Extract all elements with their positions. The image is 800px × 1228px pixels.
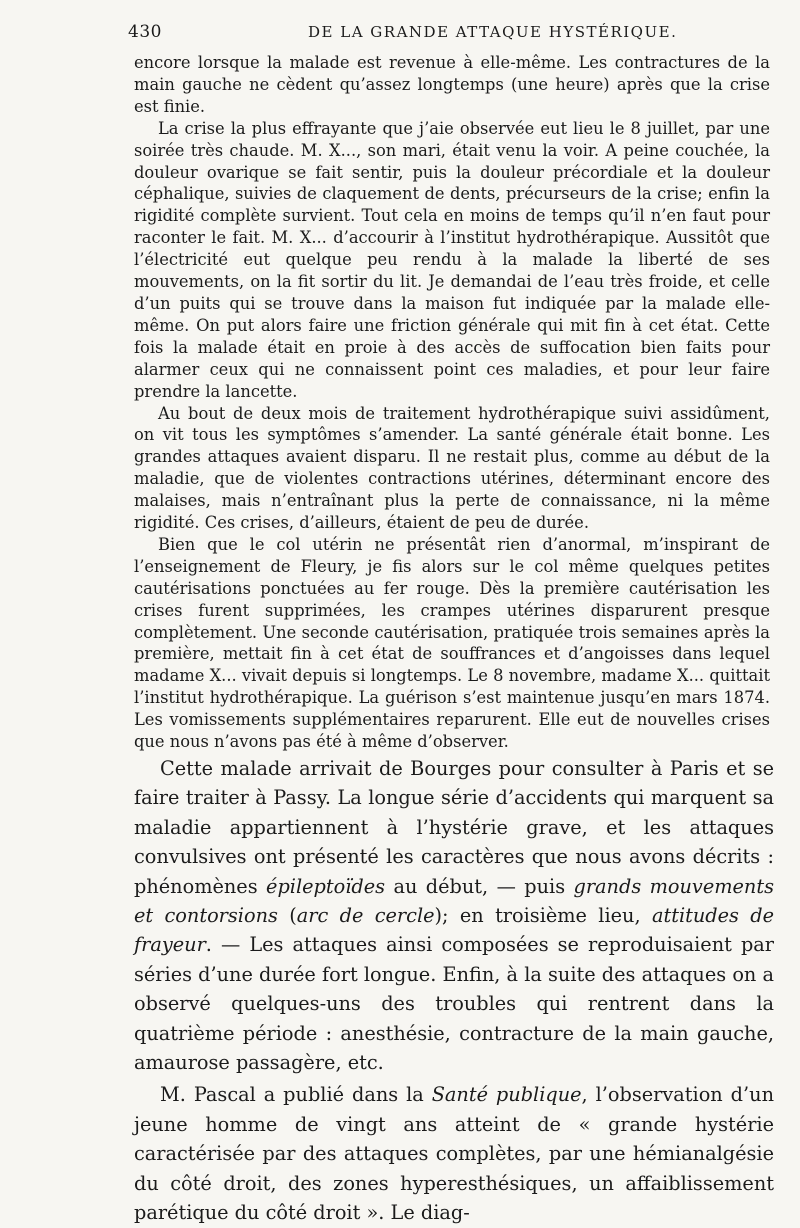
italic-run: épileptoïdes [266, 874, 386, 898]
text-run: au début, — puis [385, 874, 574, 898]
paragraph: La crise la plus effrayante que j’aie observée eut lieu le 8 juillet, par une soirée très chaude. M. X..., son mari, était venu la voir. A peine couchée, la douleur ovarique se fait sentir, puis la douleur précordiale et la douleur céphalique, suivies de claquement de dents, précurseurs de la crise; enfin la rigidité complète survient. Tout cela en moins de temps qu’il n’en faut pour raconter le fait. M. X... d’accourir à l’institut hydrothérapique. Aussitôt que l’électricité eut quelque peu rendu à la malade la liberté de ses mouvements, on la fit sortir du lit. Je demandai de l’eau très froide, et celle d’un puits qui se trouve dans la maison fut indiquée par la malade elle-même. On put alors faire une friction générale qui mit fin à cet état. Cette fois la malade était en proie à des accès de suffocation bien faits pour alarmer ceux qui ne connaissent point ces maladies, et pour leur faire prendre la lancette. [134, 118, 770, 401]
paragraph: Bien que le col utérin ne présentât rien d’anormal, m’inspirant de l’enseignement de Fleury, je fis alors sur le col même quelques petites cautérisations ponctuées au fer rouge. Dès la première cautérisation les crises furent supprimées, les crampes utérines disparurent presque complètement. Une seconde cautérisation, pratiquée trois semaines après la première, mettait fin à cet état de souffrances et d’angoisses dans lequel madame X... vivait depuis si longtemps. Le 8 novembre, madame X... quittait l’institut hydrothérapique. La guérison s’est maintenue jusqu’en mars 1874. Les vomissements supplémentaires reparurent. Elle eut de nouvelles crises que nous n’avons pas été à même d’observer. [134, 534, 770, 752]
text-run: , l’observation d’un jeune homme de vingt ans atteint de « grande hystérie caractérisée par des attaques complètes, par une hémianalgésie du côté droit, des zones hyperesthésiques, un affaiblissement parétique du côté droit ». Le diag- [134, 1083, 774, 1225]
main-text [134, 754, 774, 1228]
paragraph [134, 1080, 774, 1227]
paragraph: encore lorsque la malade est revenue à elle-même. Les contractures de la main gauche ne cèdent qu’assez longtemps (une heure) après que la crise est finie. [134, 53, 770, 116]
observation-text [134, 52, 770, 753]
paragraph: Au bout de deux mois de traitement hydrothérapique suivi assidûment, on vit tous les symptômes s’amender. La santé générale était bonne. Les grandes attaques avaient disparu. Il ne restait plus, comme au début de la maladie, que de violentes contractions utérines, déterminant encore des malaises, mais n’entraînant plus la perte de connaissance, ni la même rigidité. Ces crises, d’ailleurs, étaient de peu de durée. [134, 403, 770, 533]
paragraph [134, 754, 774, 1077]
italic-run: attitudes de frayeur [134, 904, 775, 957]
running-title: DE LA GRANDE ATTAQUE HYSTÉRIQUE. [308, 23, 678, 41]
page-number: 430 [128, 22, 162, 42]
text-run: ); en troisième lieu, [434, 904, 652, 928]
text-run: Cette malade arrivait de Bourges pour consulter à Paris et se faire traiter à Passy. La longue série d’accidents qui marquent sa maladie appartiennent à l’hystérie grave, et les attaques convulsives ont présenté les caractères que nous avons décrits : phénomènes [134, 757, 774, 898]
running-head [128, 22, 760, 46]
text-run: ( [277, 904, 297, 928]
italic-run: arc de cercle [296, 904, 435, 928]
italic-run: grands mouvements et contorsions [134, 874, 774, 928]
text-run: . — Les attaques ainsi composées se reproduisaient par séries d’une durée fort longue. Enfin, à la suite des attaques on a observé quelques-uns des troubles qui rentrent dans la quatrième période : anesthésie, contracture de la main gauche, amaurose passagère, etc. [134, 933, 774, 1075]
italic-run: Santé publique [431, 1083, 582, 1107]
text-run: M. Pascal a publié dans la [160, 1083, 432, 1107]
